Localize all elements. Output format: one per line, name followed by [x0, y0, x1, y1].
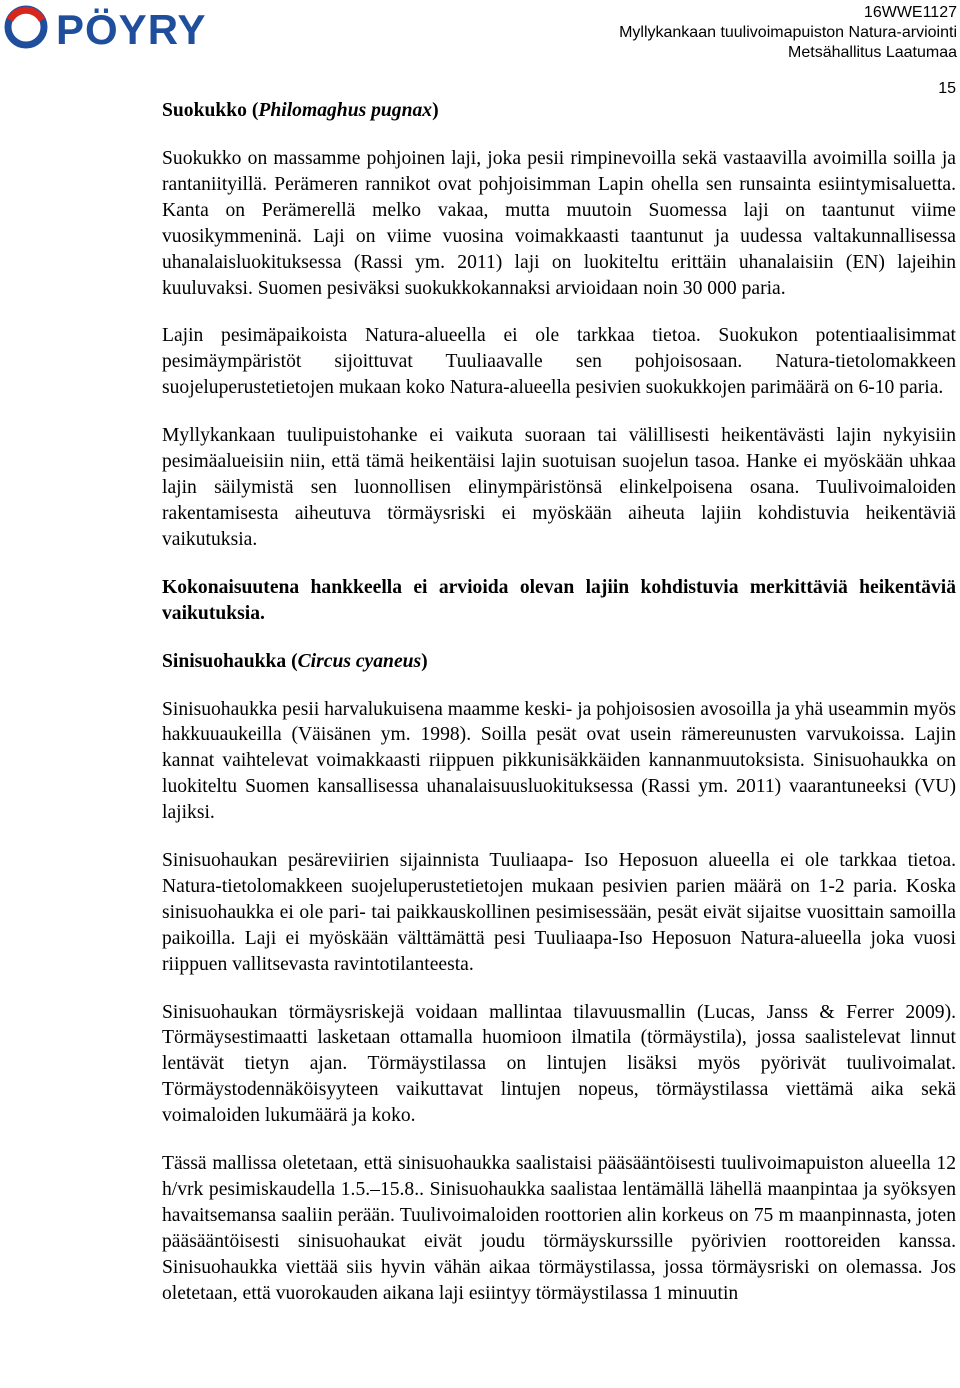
document-client: Metsähallitus Laatumaa [788, 44, 957, 61]
latin-name: Philomaghus pugnax [258, 100, 433, 121]
poyry-logo [4, 4, 254, 50]
page-header [0, 0, 960, 70]
paragraph: Lajin pesimäpaikoista Natura-alueella ei ole tarkkaa tietoa. Suokukon potentiaalisimmat pesimäympäristöt sijoittuvat Tuuliaavalle sen pohjoisosaan. Natura-tietolomakkeen suojeluperustetietojen mukaan koko Natura-alueella pesivien suokukkojen parimäärä on 6-10 paria. [162, 325, 956, 399]
poyry-logo-icon [4, 4, 254, 50]
section-heading-sinisuohaukka: Sinisuohaukka (Circus cyaneus) [162, 650, 428, 672]
paragraph: Suokukko on massamme pohjoinen laji, joka pesii rimpinevoilla sekä vastaavilla avoimilla soilla ja rantaniityillä. Perämeren rannikot ovat pohjoisimman Lapin ohella sen runsainta esiintymisaluetta. Kanta on Perämerellä melko vakaa, mutta muutoin Suomessa laji on taantunut viime vuosikymmeninä. Laji on viime vuosina voimakkaasti taantunut ja uudessa valtakunnallisessa uhanalaisluokituksessa (Rassi ym. 2011) laji on luokiteltu erittäin uhanalaisiin (EN) lajeihin kuuluvaksi. Suomen pesiväksi suokukkokannaksi arvioidaan noin 30 000 paria. [162, 148, 956, 299]
document-meta [619, 3, 957, 63]
conclusion-paragraph: Kokonaisuutena hankkeella ei arvioida olevan lajiin kohdistuvia merkittäviä heikentäviä vaikutuksia. [162, 576, 956, 624]
logo-wordmark: PÖYRY [56, 6, 207, 50]
paragraph: Myllykankaan tuulipuistohanke ei vaikuta suoraan tai välillisesti heikentävästi lajin nykyisiin pesimäalueisiin niin, että tämä heikentäisi lajin suotuisan suojelun tasoa. Hanke ei myöskään uhkaa lajin säilymistä sen luonnollisen elinympäristönsä elinkelpoisena osana. Tuulivoimaloiden rakentamisesta aiheutuva törmäysriski ei myöskään aiheuta lajiin kohdistuvia heikentäviä vaikutuksia. [162, 425, 956, 550]
document-body [162, 98, 956, 1329]
document-code: 16WWE1127 [863, 4, 957, 21]
paragraph: Sinisuohaukan törmäysriskejä voidaan mallintaa tilavuusmallin (Lucas, Janss & Ferrer 2009). Törmäysestimaatti lasketaan ottamalla huomioon ilmatila (törmäystila), jossa saalistelevat linnut lentävät tietyn ajan. Törmäystilassa on lintujen lisäksi myös pyörivät tuulivoimalat. Törmäystodennäköisyyteen vaikuttavat lintujen nopeus, törmäystilassa viettämä aika sekä voimaloiden lukumäärä ja koko. [162, 1001, 956, 1127]
section-heading-suokukko: Suokukko (Philomaghus pugnax) [162, 100, 439, 121]
page-number: 15 [938, 80, 956, 97]
paragraph: Sinisuohaukka pesii harvalukuisena maamme keski- ja pohjoisosien avosoilla ja yhä useammin myös hakkuuaukeilla (Väisänen ym. 1998). Soilla pesät ovat usein rämereunusten varvukoissa. Lajin kannat vaihtelevat voimakkaasti riippuen pikkunisäkkäiden kannanmuutoksista. Sinisuohaukka on luokiteltu Suomen kansallisessa uhanalaisuusluokituksessa (Rassi ym. 2011) vaarantuneeksi (VU) lajiksi. [162, 698, 956, 824]
paragraph: Sinisuohaukan pesäreviirien sijainnista Tuuliaapa- Iso Heposuon alueella ei ole tarkkaa tietoa. Natura-tietolomakkeen suojeluperustetietojen mukaan pesivien parien määrä on 1-2 paria. Koska sinisuohaukka ei ole pari- tai paikkauskollinen pesimisessään, pesät eivät sijaitse vuosittain samoilla paikoilla. Laji ei myöskään välttämättä pesi Tuuliaapa-Iso Heposuon Natura-alueella joka vuosi riippuen vallitsevasta ravintotilanteesta. [162, 850, 956, 975]
document-title: Myllykankaan tuulivoimapuiston Natura-arviointi [619, 24, 957, 41]
paragraph: Tässä mallissa oletetaan, että sinisuohaukka saalistaisi pääsääntöisesti tuulivoimapuiston alueella 12 h/vrk pesimiskaudella 1.5.–15.8.. Sinisuohaukka saalistaa lentämällä lähellä maanpintaa ja syöksyen havaitsemansa saaliin perään. Tuulivoimaloiden roottorien alin korkeus on 75 m maanpinnasta, joten pääsääntöisesti sinisuohaukat eivät joudu törmäyskurssille pyörivien roottoreiden kanssa. Sinisuohaukka viettää siis hyvin vähän aikaa törmäystilassa, jossa törmäysriski on olemassa. Jos oletetaan, että vuorokauden aikana laji esiintyy törmäystilassa 1 minuutin [162, 1153, 956, 1304]
latin-name: Circus cyaneus [297, 650, 422, 672]
